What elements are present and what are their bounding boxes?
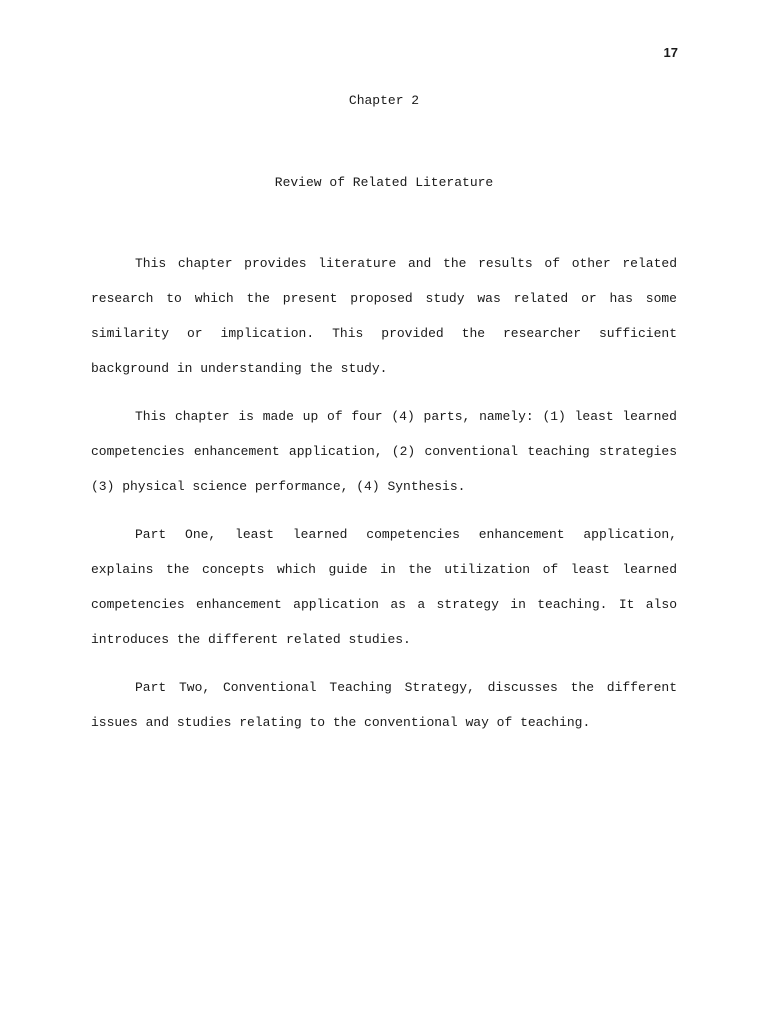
paragraph-part-two: Part Two, Conventional Teaching Strategy, discusses the different issues and studies relating to the conventional way of teaching. bbox=[91, 680, 677, 730]
paragraph-chapter-parts: This chapter is made up of four (4) parts, namely: (1) least learned competencies enhancement application, (2) conventional teaching strategies (3) physical science performance, (4) Synthesis. bbox=[91, 409, 677, 494]
page-number: 17 bbox=[663, 45, 678, 60]
chapter-title: Chapter 2 bbox=[348, 93, 420, 108]
body-text bbox=[91, 246, 677, 753]
paragraph-introduction: This chapter provides literature and the results of other related research to which the present proposed study was related or has some similarity or implication. This provided the researcher sufficient background in understanding the study. bbox=[91, 256, 677, 376]
section-title: Review of Related Literature bbox=[274, 175, 494, 190]
paragraph-part-one: Part One, least learned competencies enhancement application, explains the concepts which guide in the utilization of least learned competencies enhancement application as a strategy in teaching. It also introduces the different related studies. bbox=[91, 527, 677, 647]
